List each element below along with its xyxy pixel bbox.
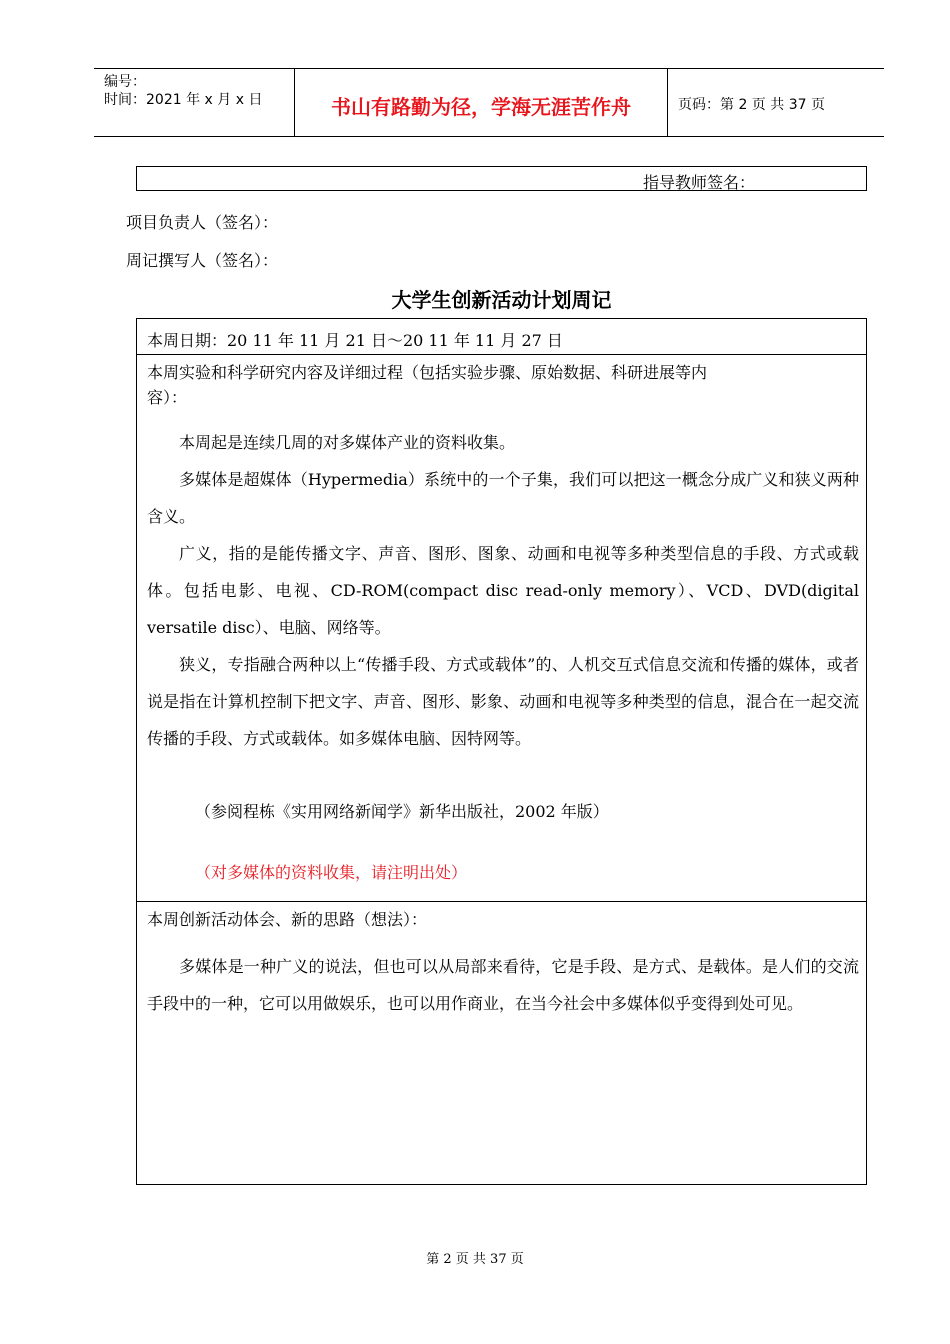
source-note: （对多媒体的资料收集，请注明出处）: [195, 863, 468, 882]
advisor-signature-box: [136, 166, 867, 191]
journal-writer-signature: 周记撰写人（签名）：: [126, 251, 279, 270]
table-row-divider: [137, 901, 866, 902]
reflection-paragraph: 多媒体是一种广义的说法，但也可以从局部来看待，它是手段、是方式、是载体。是人们的交流手段中的一种，它可以用做娱乐，也可以用作商业，在当今社会中多媒体似乎变得到处可见。: [147, 957, 859, 1013]
experiment-paragraph: 本周起是连续几周的对多媒体产业的资料收集。: [179, 433, 516, 452]
week-date: 本周日期：20 11 年 11 月 21 日～20 11 年 11 月 27 日: [147, 331, 563, 350]
experiment-paragraph: 狭义，专指融合两种以上“传播手段、方式或载体”的、人机交互式信息交流和传播的媒体，或者说是指在计算机控制下把文字、声音、图形、影象、动画和电视等多种类型的信息，混合在一起交流传播的手段、方式或载体。如多媒体电脑、因特网等。: [147, 655, 859, 748]
table-row-divider: [137, 354, 866, 355]
header-divider: [667, 69, 668, 136]
document-title: 大学生创新活动计划周记: [391, 288, 612, 312]
reflection-heading: 本周创新活动体会、新的思路（想法）：: [147, 910, 428, 929]
experiment-paragraph: 多媒体是超媒体（Hypermedia）系统中的一个子集，我们可以把这一概念分成广义和狭义两种含义。: [147, 470, 859, 526]
time-label: 时间：2021 年 x 月 x 日: [104, 92, 263, 108]
advisor-signature-label: 指导教师签名：: [643, 173, 756, 192]
serial-label: 编号：: [104, 74, 146, 90]
experiment-heading-continued: 容）：: [147, 388, 188, 407]
experiment-paragraph: 广义，指的是能传播文字、声音、图形、图象、动画和电视等多种类型信息的手段、方式或载体。包括电影、电视、CD-ROM(compact disc read-only memory）、VCD、DVD(digital versatile disc）、电脑、网络等。: [147, 544, 859, 637]
header-motto: 书山有路勤为径，学海无涯苦作舟: [331, 95, 631, 119]
page-header: [94, 68, 884, 137]
header-meta: [104, 73, 262, 109]
reference-citation: （参阅程栋《实用网络新闻学》新华出版社，2002 年版）: [195, 802, 609, 821]
experiment-heading: 本周实验和科学研究内容及详细过程（包括实验步骤、原始数据、科研进展等内: [147, 363, 708, 382]
journal-table: [136, 318, 867, 1185]
project-leader-signature: 项目负责人（签名）：: [126, 213, 279, 232]
page-footer: 第 2 页 共 37 页: [426, 1252, 524, 1267]
header-page-label: 页码：第 2 页 共 37 页: [678, 97, 825, 113]
